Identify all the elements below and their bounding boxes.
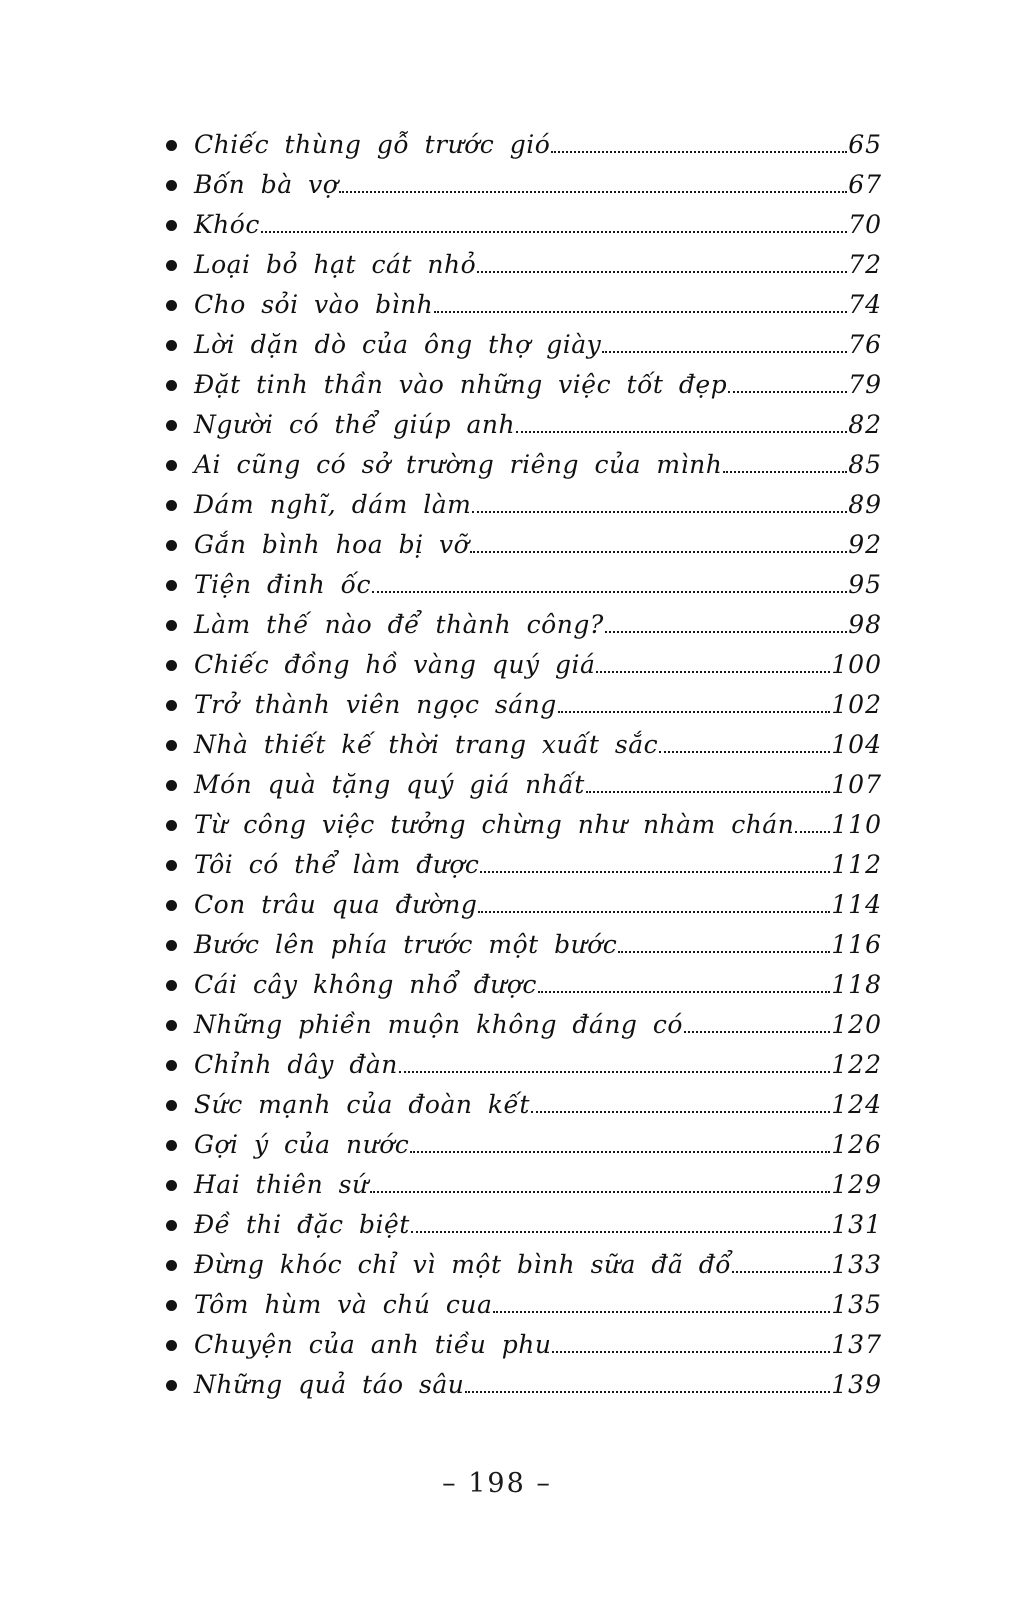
toc-entry-title: Đề thi đặc biệt <box>194 1210 410 1239</box>
toc-entry-title: Lời dặn dò của ông thợ giày <box>194 330 602 359</box>
toc-entry-row <box>166 1365 882 1405</box>
bullet-icon <box>166 1140 177 1151</box>
toc-entry-title: Gợi ý của nước <box>194 1130 410 1159</box>
toc-entry-title: Làm thế nào để thành công? <box>194 610 604 639</box>
bullet-icon <box>166 860 177 871</box>
toc-entry-title: Từ công việc tưởng chừng như nhàm chán <box>194 810 795 839</box>
toc-entry-page-number: 92 <box>848 530 882 559</box>
bullet-icon <box>166 1300 177 1311</box>
toc-entry-row <box>166 125 882 165</box>
toc-entry-page-number: 139 <box>831 1370 882 1399</box>
bullet-icon <box>166 1100 177 1111</box>
dot-leader <box>477 270 847 273</box>
dot-leader <box>399 1070 830 1073</box>
toc-entry-title: Chiếc đồng hồ vàng quý giá <box>194 650 596 679</box>
dot-leader <box>478 910 830 913</box>
toc-entry-row <box>166 1205 882 1245</box>
dot-leader <box>586 790 831 793</box>
dot-leader <box>410 1150 830 1153</box>
dot-leader <box>372 590 847 593</box>
toc-entry-row <box>166 1245 882 1285</box>
bullet-icon <box>166 940 177 951</box>
toc-entry-title: Chuyện của anh tiều phu <box>194 1330 552 1359</box>
toc-entry-page-number: 110 <box>831 810 882 839</box>
dot-leader <box>596 670 830 673</box>
toc-entry-page-number: 120 <box>831 1010 882 1039</box>
toc-entry-page-number: 82 <box>848 410 882 439</box>
toc-entry-page-number: 102 <box>831 690 882 719</box>
dot-leader <box>531 1110 830 1113</box>
bullet-icon <box>166 500 177 511</box>
dot-leader <box>472 510 847 513</box>
toc-entry-title: Món quà tặng quý giá nhất <box>194 770 585 799</box>
toc-entry-page-number: 72 <box>848 250 882 279</box>
dot-leader <box>605 630 847 633</box>
dot-leader <box>732 1270 830 1273</box>
bullet-icon <box>166 900 177 911</box>
toc-entry-row <box>166 365 882 405</box>
toc-entry-row <box>166 765 882 805</box>
toc-entry-page-number: 89 <box>848 490 882 519</box>
toc-entry-title: Tiện đinh ốc <box>194 570 371 599</box>
bullet-icon <box>166 460 177 471</box>
dot-leader <box>480 870 830 873</box>
bullet-icon <box>166 1380 177 1391</box>
dot-leader <box>723 470 847 473</box>
toc-entry-page-number: 67 <box>848 170 882 199</box>
toc-entry-title: Con trâu qua đường <box>194 890 478 919</box>
bullet-icon <box>166 180 177 191</box>
bullet-icon <box>166 620 177 631</box>
toc-entry-title: Trở thành viên ngọc sáng <box>194 690 557 719</box>
bullet-icon <box>166 340 177 351</box>
bullet-icon <box>166 580 177 591</box>
toc-entry-title: Dám nghĩ, dám làm <box>194 490 472 519</box>
bullet-icon <box>166 820 177 831</box>
bullet-icon <box>166 700 177 711</box>
toc-entry-row <box>166 485 882 525</box>
toc-entry-title: Tôi có thể làm được <box>194 850 480 879</box>
toc-entry-title: Hai thiên sứ <box>194 1170 369 1199</box>
toc-entry-row <box>166 525 882 565</box>
bullet-icon <box>166 220 177 231</box>
toc-entry-row <box>166 165 882 205</box>
toc-entry-title: Chỉnh dây đàn <box>194 1050 398 1079</box>
toc-entry-page-number: 85 <box>848 450 882 479</box>
toc-entry-title: Cái cây không nhổ được <box>194 970 537 999</box>
toc-entry-title: Đặt tinh thần vào những việc tốt đẹp <box>194 370 728 399</box>
toc-entry-title: Đừng khóc chỉ vì một bình sữa đã đổ <box>194 1250 732 1279</box>
toc-entry-page-number: 122 <box>831 1050 882 1079</box>
dot-leader <box>470 550 847 553</box>
toc-entry-page-number: 107 <box>831 770 882 799</box>
bullet-icon <box>166 420 177 431</box>
toc-entry-row <box>166 965 882 1005</box>
toc-entry-title: Ai cũng có sở trường riêng của mình <box>194 450 723 479</box>
toc-entry-page-number: 116 <box>831 930 882 959</box>
toc-entry-row <box>166 685 882 725</box>
dot-leader <box>434 310 847 313</box>
dot-leader <box>684 1030 830 1033</box>
toc-entry-row <box>166 645 882 685</box>
toc-entry-page-number: 104 <box>831 730 882 759</box>
toc-entry-row <box>166 1165 882 1205</box>
toc-entry-title: Những quả táo sâu <box>194 1370 465 1399</box>
toc-entry-title: Cho sỏi vào bình <box>194 290 434 319</box>
dot-leader <box>370 1190 831 1193</box>
bullet-icon <box>166 1220 177 1231</box>
dot-leader <box>728 390 847 393</box>
toc-entry-row <box>166 605 882 645</box>
bullet-icon <box>166 1260 177 1271</box>
toc-entry-row <box>166 1085 882 1125</box>
toc-entry-row <box>166 1285 882 1325</box>
toc-entry-page-number: 76 <box>848 330 882 359</box>
toc-entry-row <box>166 885 882 925</box>
dot-leader <box>659 750 830 753</box>
dot-leader <box>602 350 847 353</box>
page-number-footer: – 198 – <box>442 1468 552 1499</box>
bullet-icon <box>166 1060 177 1071</box>
dot-leader <box>558 710 831 713</box>
dot-leader <box>551 150 847 153</box>
toc-entry-row <box>166 1325 882 1365</box>
toc-entry-row <box>166 325 882 365</box>
table-of-contents <box>166 125 882 1405</box>
bullet-icon <box>166 260 177 271</box>
toc-entry-title: Loại bỏ hạt cát nhỏ <box>194 250 477 279</box>
toc-entry-row <box>166 405 882 445</box>
toc-entry-title: Sức mạnh của đoàn kết <box>194 1090 530 1119</box>
toc-entry-title: Bốn bà vợ <box>194 170 339 199</box>
toc-entry-title: Những phiền muộn không đáng có <box>194 1010 683 1039</box>
toc-entry-page-number: 112 <box>831 850 882 879</box>
bullet-icon <box>166 780 177 791</box>
toc-entry-row <box>166 725 882 765</box>
toc-entry-page-number: 129 <box>831 1170 882 1199</box>
toc-entry-page-number: 74 <box>848 290 882 319</box>
toc-entry-title: Chiếc thùng gỗ trước gió <box>194 130 551 159</box>
toc-entry-row <box>166 1045 882 1085</box>
toc-entry-page-number: 95 <box>848 570 882 599</box>
toc-entry-row <box>166 445 882 485</box>
toc-entry-page-number: 133 <box>831 1250 882 1279</box>
bullet-icon <box>166 660 177 671</box>
bullet-icon <box>166 1180 177 1191</box>
bullet-icon <box>166 980 177 991</box>
toc-entry-title: Khóc <box>194 210 260 239</box>
toc-entry-page-number: 131 <box>831 1210 882 1239</box>
bullet-icon <box>166 140 177 151</box>
toc-entry-title: Nhà thiết kế thời trang xuất sắc <box>194 730 659 759</box>
bullet-icon <box>166 740 177 751</box>
bullet-icon <box>166 540 177 551</box>
toc-entry-page-number: 79 <box>848 370 882 399</box>
dot-leader <box>552 1350 830 1353</box>
dot-leader <box>538 990 830 993</box>
toc-entry-page-number: 124 <box>831 1090 882 1119</box>
toc-entry-title: Tôm hùm và chú cua <box>194 1290 493 1319</box>
toc-entry-row <box>166 245 882 285</box>
bullet-icon <box>166 1340 177 1351</box>
toc-entry-row <box>166 285 882 325</box>
toc-entry-row <box>166 805 882 845</box>
toc-entry-page-number: 135 <box>831 1290 882 1319</box>
toc-entry-page-number: 118 <box>831 970 882 999</box>
dot-leader <box>465 1390 830 1393</box>
dot-leader <box>261 230 847 233</box>
toc-entry-row <box>166 845 882 885</box>
toc-entry-title: Gắn bình hoa bị vỡ <box>194 530 470 559</box>
toc-entry-page-number: 70 <box>848 210 882 239</box>
bullet-icon <box>166 380 177 391</box>
toc-entry-page-number: 114 <box>831 890 882 919</box>
toc-entry-page-number: 126 <box>831 1130 882 1159</box>
toc-entry-page-number: 65 <box>848 130 882 159</box>
toc-entry-row <box>166 1125 882 1165</box>
dot-leader <box>618 950 830 953</box>
toc-entry-title: Bước lên phía trước một bước <box>194 930 618 959</box>
toc-entry-page-number: 137 <box>831 1330 882 1359</box>
toc-entry-row <box>166 205 882 245</box>
toc-entry-row <box>166 1005 882 1045</box>
bullet-icon <box>166 300 177 311</box>
toc-entry-row <box>166 925 882 965</box>
dot-leader <box>339 190 847 193</box>
toc-entry-row <box>166 565 882 605</box>
dot-leader <box>493 1310 830 1313</box>
dot-leader <box>795 830 830 833</box>
toc-entry-page-number: 98 <box>848 610 882 639</box>
toc-entry-page-number: 100 <box>831 650 882 679</box>
dot-leader <box>411 1230 830 1233</box>
bullet-icon <box>166 1020 177 1031</box>
toc-entry-title: Người có thể giúp anh <box>194 410 516 439</box>
dot-leader <box>516 430 847 433</box>
